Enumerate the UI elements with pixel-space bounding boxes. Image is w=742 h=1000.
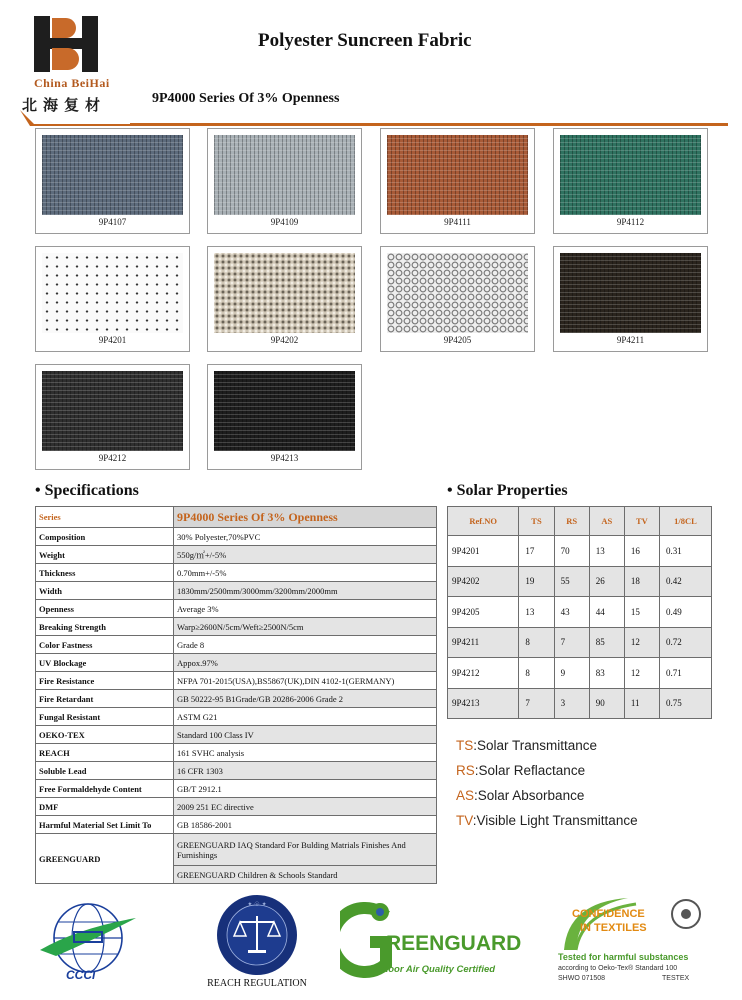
solar-cell: 9P4211 [448,627,519,658]
spec-value: 1830mm/2500mm/3000mm/3200mm/2000mm [174,582,437,600]
solar-cell: 15 [624,597,659,628]
spec-row [36,600,437,618]
spec-key: Soluble Lead [36,762,174,780]
swatch-card [35,364,190,470]
solar-cell: 7 [519,688,554,719]
legend-item [456,738,597,753]
header-divider [20,110,728,126]
spec-key: DMF [36,798,174,816]
spec-key: REACH [36,744,174,762]
spec-value: 2009 251 EC directive [174,798,437,816]
swatch-card [553,246,708,352]
spec-value: 16 CFR 1303 [174,762,437,780]
solar-cell: 11 [624,688,659,719]
swatch-card [380,128,535,234]
solar-column-header: 1/8CL [659,507,711,536]
solar-row [448,627,712,658]
solar-cell: 13 [589,536,624,567]
solar-cell: 0.71 [659,658,711,689]
spec-row [36,618,437,636]
spec-row [36,798,437,816]
solar-cell: 12 [624,627,659,658]
oeko-lab: TESTEX [662,975,690,982]
solar-column-header: RS [554,507,589,536]
swatch-fabric-image [560,253,701,333]
legend-item [456,763,585,778]
legend-text: :Visible Light Transmittance [472,813,638,828]
spec-row [36,690,437,708]
oeko-number: SHWO 071508 [558,975,606,982]
spec-row [36,726,437,744]
oeko-line2: IN TEXTILES [580,922,647,934]
oeko-tested: Tested for harmful substances [558,952,689,962]
solar-cell: 17 [519,536,554,567]
solar-cell: 44 [589,597,624,628]
solar-properties-table [447,506,712,719]
spec-value: Average 3% [174,600,437,618]
solar-cell: 0.49 [659,597,711,628]
solar-row [448,536,712,567]
spec-row [36,636,437,654]
solar-cell: 55 [554,566,589,597]
spec-key: Fire Resistance [36,672,174,690]
spec-value: NFPA 701-2015(USA),BS5867(UK),DIN 4102-1(GERMANY) [174,672,437,690]
bullet-icon: • [447,482,453,499]
swatch-fabric-image [387,253,528,333]
swatch-code: 9P4213 [270,453,299,463]
series-title: 9P4000 Series Of 3% Openness [152,91,340,106]
swatch-code: 9P4202 [270,335,299,345]
reach-seal-icon [202,894,312,976]
logo-chinese-text: 北海复材 [22,96,107,114]
solar-cell: 3 [554,688,589,719]
legend-abbr: TS [456,738,474,753]
legend-abbr: RS [456,763,475,778]
spec-row [36,816,437,834]
swatch-code: 9P4205 [443,335,472,345]
spec-value: 9P4000 Series Of 3% Openness [174,507,437,528]
solar-cell: 83 [589,658,624,689]
solar-cell: 0.75 [659,688,711,719]
oeko-tex-logo [558,894,708,994]
solar-cell: 0.31 [659,536,711,567]
spec-key: Color Fastness [36,636,174,654]
spec-key: UV Blockage [36,654,174,672]
spec-key: Harmful Material Set Limit To [36,816,174,834]
spec-row [36,564,437,582]
swatch-code: 9P4212 [98,453,127,463]
solar-cell: 18 [624,566,659,597]
spec-row [36,546,437,564]
solar-column-header: TV [624,507,659,536]
swatch-code: 9P4109 [270,217,299,227]
spec-value: Grade 8 [174,636,437,654]
spec-value: Appox.97% [174,654,437,672]
solar-cell: 90 [589,688,624,719]
solar-cell: 8 [519,627,554,658]
spec-row [36,582,437,600]
bh-logo-icon [32,14,100,74]
solar-cell: 0.72 [659,627,711,658]
spec-value: GREENGUARD Children & Schools Standard [174,866,437,884]
spec-key: Series [36,507,174,528]
solar-row [448,688,712,719]
spec-value: 550g/㎡+/-5% [174,546,437,564]
swatch-fabric-image [560,135,701,215]
solar-column-header: AS [589,507,624,536]
solar-cell: 12 [624,658,659,689]
legend-text: :Solar Absorbance [474,788,585,803]
bullet-icon: • [35,482,41,499]
solar-column-header: TS [519,507,554,536]
oeko-line1: CONFIDENCE [572,908,645,920]
spec-value: 30% Polyester,70%PVC [174,528,437,546]
spec-value: GB 18586-2001 [174,816,437,834]
solar-row [448,658,712,689]
specifications-heading: • Specifications [35,482,139,499]
swatch-code: 9P4201 [98,335,127,345]
swatch-card [35,128,190,234]
spec-value: Standard 100 Class IV [174,726,437,744]
greenguard-subtitle: Indoor Air Quality Certified [374,964,496,975]
company-logo [14,8,124,114]
swatch-fabric-image [42,135,183,215]
solar-cell: 9P4212 [448,658,519,689]
solar-cell: 16 [624,536,659,567]
reach-logo [202,894,312,998]
swatch-card [207,246,362,352]
legend-text: :Solar Transmittance [473,738,598,753]
solar-cell: 9 [554,658,589,689]
spec-value: GB 50222-95 B1Grade/GB 20286-2006 Grade 2 [174,690,437,708]
svg-text:✦ ☉ ✦: ✦ ☉ ✦ [247,901,267,908]
swatch-code: 9P4111 [444,217,471,227]
spec-value: 161 SVHC analysis [174,744,437,762]
legend-text: :Solar Reflactance [474,763,586,778]
spec-row [36,834,437,866]
spec-row [36,780,437,798]
spec-row [36,672,437,690]
legend-abbr: AS [456,788,475,803]
swatch-fabric-image [214,371,355,451]
spec-key: Width [36,582,174,600]
spec-value: 0.70mm+/-5% [174,564,437,582]
solar-cell: 43 [554,597,589,628]
swatch-fabric-image [214,253,355,333]
swatch-card [380,246,535,352]
solar-cell: 9P4213 [448,688,519,719]
swatch-fabric-image [42,253,183,333]
spec-row [36,507,437,528]
swatch-card [207,128,362,234]
spec-key: Free Formaldehyde Content [36,780,174,798]
spec-row [36,528,437,546]
solar-row [448,597,712,628]
oeko-standard: according to Oeko-Tex® Standard 100 [558,965,678,972]
spec-key: Thickness [36,564,174,582]
spec-row [36,762,437,780]
specifications-table [35,506,437,884]
spec-value: GB/T 2912.1 [174,780,437,798]
spec-key: GREENGUARD [36,834,174,884]
spec-key: Openness [36,600,174,618]
legend-item [456,813,638,828]
solar-cell: 19 [519,566,554,597]
solar-header-row [448,507,712,536]
ccci-text: CCCI [66,968,96,982]
solar-column-header: Ref.NO [448,507,519,536]
spec-row [36,654,437,672]
solar-cell: 26 [589,566,624,597]
reach-caption: REACH REGULATION [207,978,307,989]
swatch-code: 9P4211 [616,335,645,345]
spec-key: Weight [36,546,174,564]
solar-cell: 9P4205 [448,597,519,628]
solar-cell: 85 [589,627,624,658]
ccci-logo [38,898,138,988]
solar-heading: • Solar Properties [447,482,568,499]
legend-abbr: TV [456,813,473,828]
swatch-fabric-image [387,135,528,215]
swatch-code: 9P4112 [616,217,645,227]
spec-key: OEKO-TEX [36,726,174,744]
greenguard-word: REENGUARD [386,932,522,955]
greenguard-logo [340,898,522,984]
solar-cell: 13 [519,597,554,628]
swatch-fabric-image [42,371,183,451]
logo-brand-text: China BeiHai [34,76,110,90]
legend-item [456,788,584,803]
spec-value: ASTM G21 [174,708,437,726]
solar-cell: 0.42 [659,566,711,597]
swatch-fabric-image [214,135,355,215]
swatch-card [35,246,190,352]
solar-cell: 9P4202 [448,566,519,597]
spec-value: Warp≥2600N/5cm/Weft≥2500N/5cm [174,618,437,636]
page-title: Polyester Suncreen Fabric [258,30,472,51]
spec-value: GREENGUARD IAQ Standard For Bulding Matrials Finishes And Furnishings [174,834,437,866]
spec-row [36,708,437,726]
spec-key: Fungal Resistant [36,708,174,726]
swatch-card [553,128,708,234]
solar-cell: 7 [554,627,589,658]
spec-key: Breaking Strength [36,618,174,636]
swatch-code: 9P4107 [98,217,127,227]
solar-cell: 9P4201 [448,536,519,567]
spec-key: Fire Retardant [36,690,174,708]
swatch-card [207,364,362,470]
solar-cell: 8 [519,658,554,689]
solar-row [448,566,712,597]
solar-cell: 70 [554,536,589,567]
spec-row [36,744,437,762]
spec-key: Composition [36,528,174,546]
